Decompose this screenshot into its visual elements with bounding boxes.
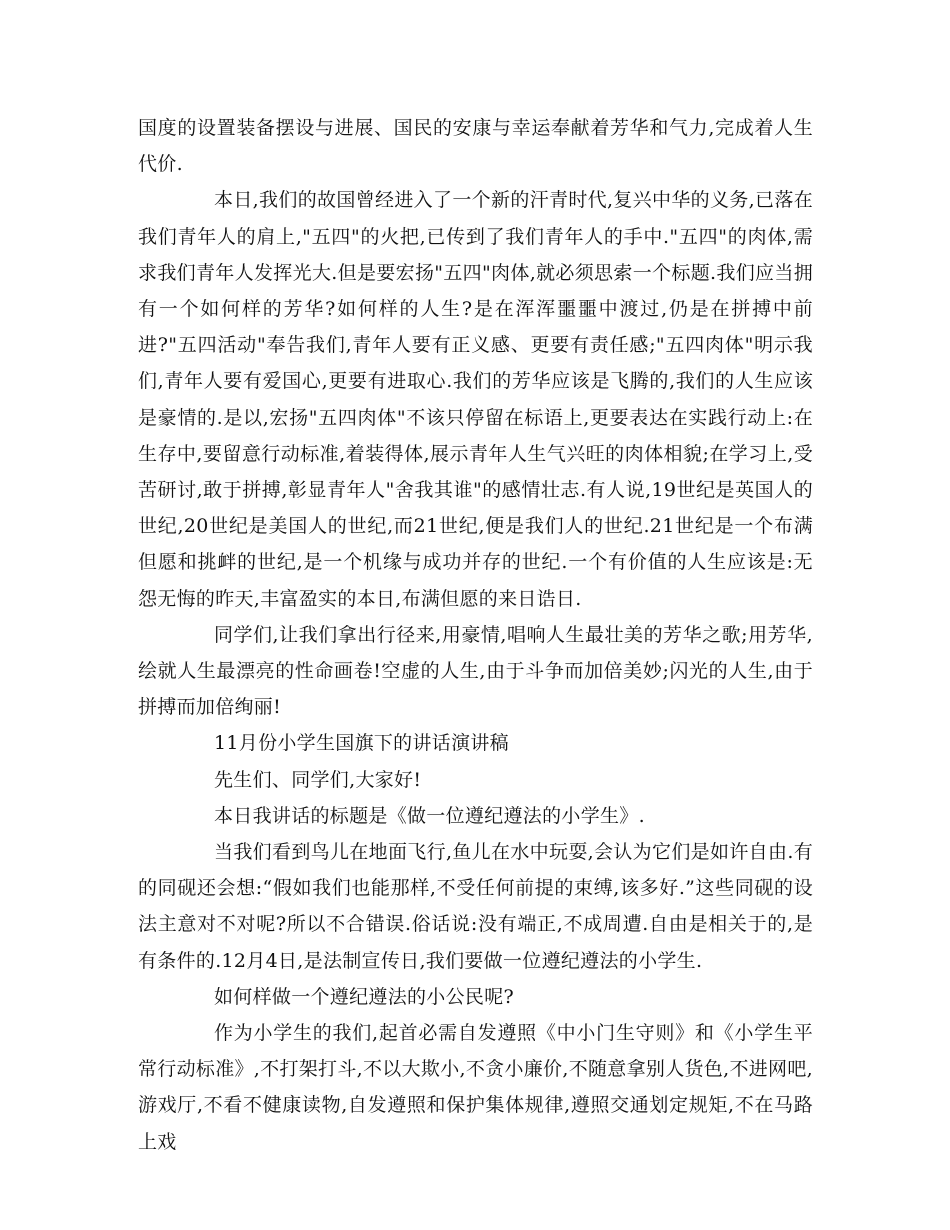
paragraph: 作为小学生的我们,起首必需自发遵照《中小门生守则》和《小学生平常行动标准》,不打架打斗,不以大欺小,不贪小廉价,不随意拿别人货色,不进网吧,游戏厅,不看不健康读物,自发遵照和保护集体规律,遵照交通划定规矩,不在马路上戏 [138,1022,813,1153]
paragraph: 国度的设置装备摆设与进展、国民的安康与幸运奉献着芳华和气力,完成着人生代价. [138,117,813,176]
paragraph: 本日我讲话的标题是《做一位遵纪遵法的小学生》. [214,804,645,827]
section-title: 11月份小学生国旗下的讲话演讲稿 [214,732,509,755]
greeting: 先生们、同学们,大家好! [214,768,422,791]
paragraph: 同学们,让我们拿出行径来,用豪情,唱响人生最壮美的芳华之歌;用芳华,绘就人生最漂亮的性命画卷!空虚的人生,由于斗争而加倍美妙;闪光的人生,由于拼搏而加倍绚丽! [138,623,813,719]
document-body [138,110,813,1160]
paragraph: 本日,我们的故国曾经进入了一个新的汗青时代,复兴中华的义务,已落在我们青年人的肩上,"五四"的火把,已传到了我们青年人的手中."五四"的肉体,需求我们青年人发挥光大.但是要宏扬"五四"肉体,就必须思索一个标题.我们应当拥有一个如何样的芳华?如何样的人生?是在浑浑噩噩中渡过,仍是在拼搏中前进?"五四活动"奉告我们,青年人要有正义感、更要有责任感;"五四肉体"明示我们,青年人要有爱国心,更要有进取心.我们的芳华应该是飞腾的,我们的人生应该是豪情的.是以,宏扬"五四肉体"不该只停留在标语上,更要表达在实践行动上:在生存中,要留意行动标准,着装得体,展示青年人生气兴旺的肉体相貌;在学习上,受苦研讨,敢于拼搏,彰显青年人"舍我其谁"的感情壮志.有人说,19世纪是英国人的世纪,20世纪是美国人的世纪,而21世纪,便是我们人的世纪.21世纪是一个布满但愿和挑衅的世纪,是一个机缘与成功并存的世纪.一个有价值的人生应该是:无怨无悔的昨天,丰富盈实的本日,布满但愿的来日诰日. [138,189,813,610]
paragraph: 如何样做一个遵纪遵法的小公民呢? [214,985,514,1008]
paragraph: 当我们看到鸟儿在地面飞行,鱼儿在水中玩耍,会认为它们是如许自由.有的同砚还会想:“假如我们也能那样,不受任何前提的束缚,该多好.”这些同砚的设法主意对不对呢?所以不合错误.俗话说:没有端正,不成周遭.自由是相关于的,是有条件的.12月4日,是法制宣传日,我们要做一位遵纪遵法的小学生. [138,841,813,972]
